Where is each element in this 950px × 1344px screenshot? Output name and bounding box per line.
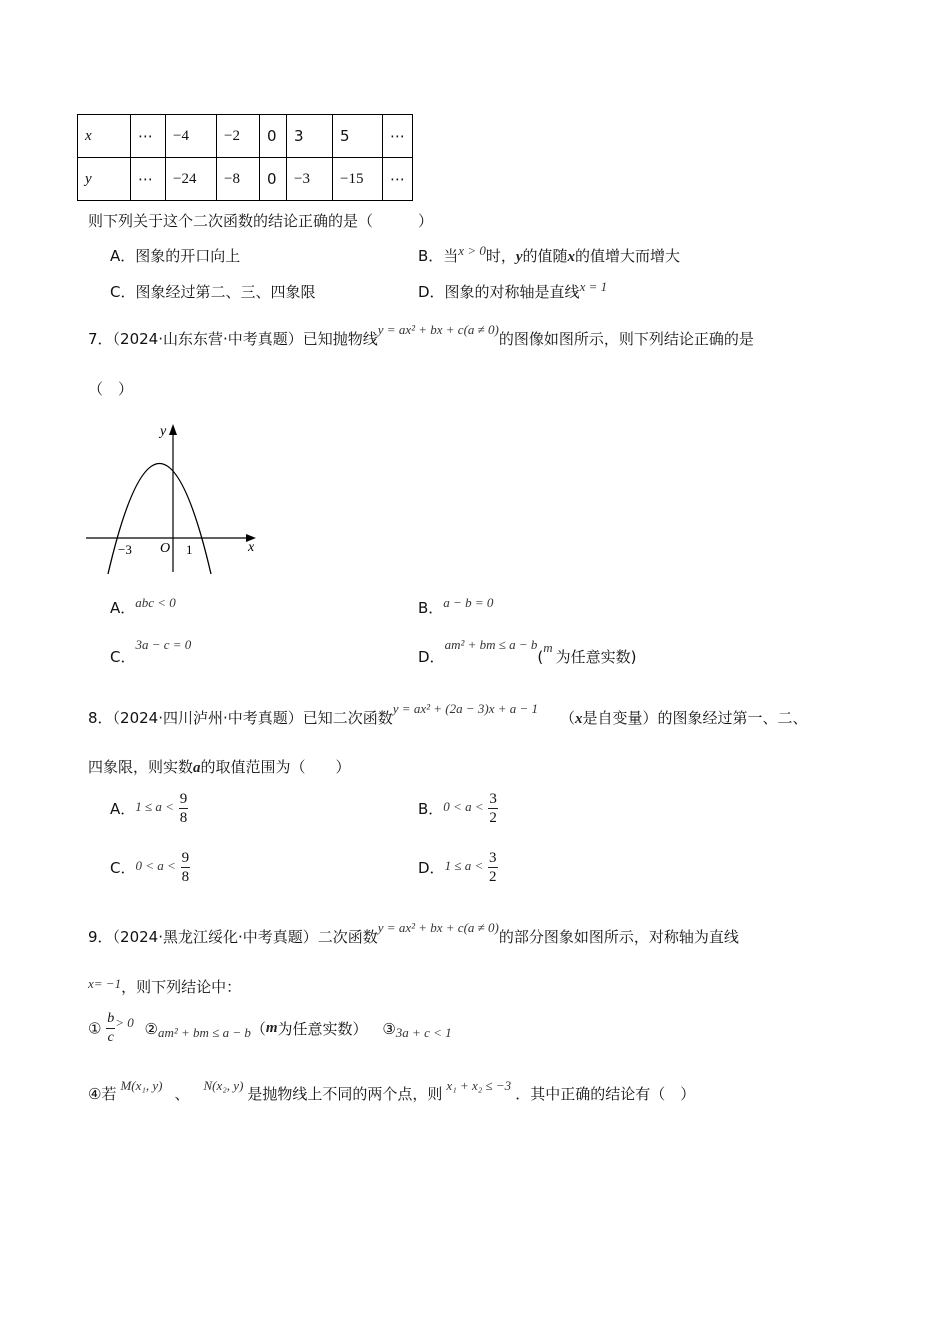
fraction bbox=[181, 849, 191, 886]
parabola-curve bbox=[108, 464, 211, 575]
math-expr: x₁ + x₂ ≤ −3 bbox=[446, 1078, 512, 1093]
question-number: 8． bbox=[88, 709, 113, 727]
math-expr: 1 ≤ a < bbox=[444, 857, 484, 873]
fraction-denominator: 2 bbox=[489, 810, 497, 826]
q9-conclusion-4 bbox=[88, 1078, 696, 1104]
math-expr: x = 1 bbox=[579, 279, 608, 294]
table-cell: ⋯ bbox=[131, 115, 166, 158]
question-source: （2024·山东东营·中考真题） bbox=[112, 330, 303, 348]
q6-option-a: A．图象的开口向上 bbox=[110, 247, 241, 265]
math-formula: y = ax² + (2a − 3)x + a − 1 bbox=[392, 701, 539, 716]
question-number: 7． bbox=[88, 330, 113, 348]
question-text: 是抛物线上不同的两个点，则 bbox=[247, 1085, 443, 1103]
math-expr: am² + bm ≤ a − b bbox=[158, 1024, 251, 1040]
question-text: 二次函数 bbox=[317, 928, 378, 946]
question-source: （2024·四川泸州·中考真题） bbox=[112, 709, 303, 727]
option-label: A． bbox=[110, 800, 136, 818]
option-text: 时， bbox=[485, 247, 516, 265]
fraction-numerator: 3 bbox=[489, 850, 497, 866]
table-cell: −24 bbox=[166, 158, 217, 201]
fraction-numerator: b bbox=[106, 1010, 115, 1029]
math-var: a bbox=[193, 760, 201, 776]
table-cell: 5 bbox=[333, 115, 383, 158]
math-expr: a − b = 0 bbox=[443, 595, 494, 610]
question-text: （ bbox=[250, 1020, 266, 1038]
math-expr: 0 < a < bbox=[443, 798, 484, 814]
conclusion-marker: ③ bbox=[382, 1019, 396, 1038]
fraction-denominator: 8 bbox=[181, 869, 190, 885]
q8-option-b bbox=[418, 790, 498, 827]
q6-option-d bbox=[418, 281, 607, 302]
math-formula: y = ax² + bx + c(a ≠ 0) bbox=[377, 322, 499, 337]
math-expr: > 0 bbox=[115, 1014, 134, 1030]
question-text: ．其中正确的结论有（ ） bbox=[515, 1085, 696, 1103]
paren: ( bbox=[537, 648, 544, 666]
table-cell: −3 bbox=[287, 158, 333, 201]
q8-stem-line2 bbox=[88, 756, 351, 777]
fraction bbox=[488, 790, 498, 827]
question-source: （2024·黑龙江绥化·中考真题） bbox=[112, 928, 318, 946]
y-axis-label: y bbox=[160, 424, 167, 439]
math-var: y bbox=[515, 249, 523, 265]
math-formula: y = ax² + bx + c(a ≠ 0) bbox=[377, 920, 499, 935]
table-cell: −4 bbox=[166, 115, 217, 158]
q6-option-b bbox=[418, 245, 680, 266]
table-cell: x bbox=[78, 115, 131, 158]
option-label: C． bbox=[110, 648, 136, 666]
table-row-x bbox=[78, 115, 413, 158]
question-text: ，则下列结论中： bbox=[121, 978, 242, 996]
q8-option-c bbox=[110, 849, 190, 886]
q9-axis-line bbox=[88, 976, 241, 997]
option-label: B．当 bbox=[418, 247, 459, 265]
question-text: 四象限，则实数 bbox=[88, 758, 194, 776]
math-expr: 0 < a < bbox=[135, 857, 176, 873]
fraction-numerator: 9 bbox=[179, 791, 188, 807]
option-text: 为任意实数) bbox=[555, 648, 637, 666]
q9-stem bbox=[88, 920, 739, 947]
y-axis-arrow-icon bbox=[169, 424, 177, 435]
table-row-y bbox=[78, 158, 413, 201]
q8-option-d bbox=[418, 849, 498, 886]
option-text: D．图象的对称轴是直线 bbox=[418, 283, 580, 301]
table-cell: ⋯ bbox=[383, 115, 413, 158]
q7-answer-paren: （ ） bbox=[88, 380, 134, 398]
fraction-denominator: c bbox=[107, 1030, 114, 1045]
q7-parabola-graph bbox=[82, 420, 268, 578]
fraction-numerator: 3 bbox=[489, 791, 497, 807]
question-text: 的图像如图所示，则下列结论正确的是 bbox=[498, 330, 754, 348]
table-cell: ⋯ bbox=[131, 158, 166, 201]
q9-conclusions-line1 bbox=[88, 1010, 452, 1047]
option-text: 的值随 bbox=[522, 247, 568, 265]
math-expr: x= −1 bbox=[88, 976, 122, 991]
option-label: B． bbox=[418, 599, 444, 617]
table-cell: 0 bbox=[260, 115, 287, 158]
math-expr: M(x₁, y) bbox=[120, 1078, 163, 1093]
table-cell: −15 bbox=[333, 158, 383, 201]
q6-option-c: C．图象经过第二、三、四象限 bbox=[110, 283, 316, 301]
conclusion-marker: ④若 bbox=[88, 1085, 117, 1103]
q7-stem bbox=[88, 322, 754, 349]
table-cell: −8 bbox=[217, 158, 260, 201]
fraction bbox=[488, 849, 498, 886]
conclusion-marker: ② bbox=[144, 1019, 158, 1038]
option-text: 的值增大而增大 bbox=[575, 247, 681, 265]
math-var: x bbox=[575, 711, 583, 727]
conclusion-marker: ① bbox=[88, 1019, 102, 1038]
math-var: x bbox=[567, 249, 576, 265]
fraction-numerator: 9 bbox=[181, 850, 190, 866]
tick-label-neg3: −3 bbox=[118, 542, 132, 557]
table-cell: y bbox=[78, 158, 131, 201]
math-expr: am² + bm ≤ a − b bbox=[444, 637, 538, 652]
math-expr: 3a + c < 1 bbox=[395, 1024, 452, 1040]
math-expr: x > 0 bbox=[458, 243, 486, 258]
fraction bbox=[179, 790, 189, 827]
math-expr: 1 ≤ a < bbox=[135, 798, 174, 814]
tick-label-1: 1 bbox=[186, 542, 193, 557]
option-label: D． bbox=[418, 859, 445, 877]
fraction bbox=[106, 1010, 115, 1047]
table-cell: −2 bbox=[217, 115, 260, 158]
table-cell: 0 bbox=[260, 158, 287, 201]
question-text: 已知二次函数 bbox=[302, 709, 393, 727]
question-text: 是自变量）的图象经过第一、二、 bbox=[582, 709, 808, 727]
option-label: B． bbox=[418, 800, 444, 818]
q8-stem bbox=[88, 701, 808, 728]
question-text: 的部分图象如图所示，对称轴为直线 bbox=[498, 928, 739, 946]
math-expr: N(x₂, y) bbox=[203, 1078, 244, 1093]
q6-stem: 则下列关于这个二次函数的结论正确的是（ ） bbox=[88, 212, 434, 230]
q7-option-b bbox=[418, 597, 493, 618]
option-label: A． bbox=[110, 599, 136, 617]
q7-option-c bbox=[110, 637, 192, 667]
math-expr: abc < 0 bbox=[135, 595, 176, 610]
q7-option-d bbox=[418, 637, 637, 667]
question-text: 、 bbox=[174, 1085, 190, 1103]
fraction-denominator: 8 bbox=[179, 810, 188, 826]
table-cell: ⋯ bbox=[383, 158, 413, 201]
fraction-denominator: 2 bbox=[489, 869, 497, 885]
question-text: （ bbox=[560, 709, 576, 727]
x-axis-label: x bbox=[248, 540, 255, 555]
option-label: D． bbox=[418, 648, 445, 666]
question-text: 已知抛物线 bbox=[302, 330, 378, 348]
question-text: 的取值范围为（ ） bbox=[200, 758, 351, 776]
math-expr: 3a − c = 0 bbox=[135, 637, 192, 652]
origin-label: O bbox=[160, 541, 171, 556]
q7-option-a bbox=[110, 597, 176, 618]
q8-option-a bbox=[110, 790, 188, 827]
table-cell: 3 bbox=[287, 115, 333, 158]
math-var: m bbox=[265, 1020, 278, 1036]
math-var: m bbox=[543, 640, 553, 655]
value-table bbox=[77, 114, 413, 201]
option-label: C． bbox=[110, 859, 136, 877]
question-text: 为任意实数） bbox=[277, 1020, 368, 1038]
question-number: 9． bbox=[88, 928, 113, 946]
